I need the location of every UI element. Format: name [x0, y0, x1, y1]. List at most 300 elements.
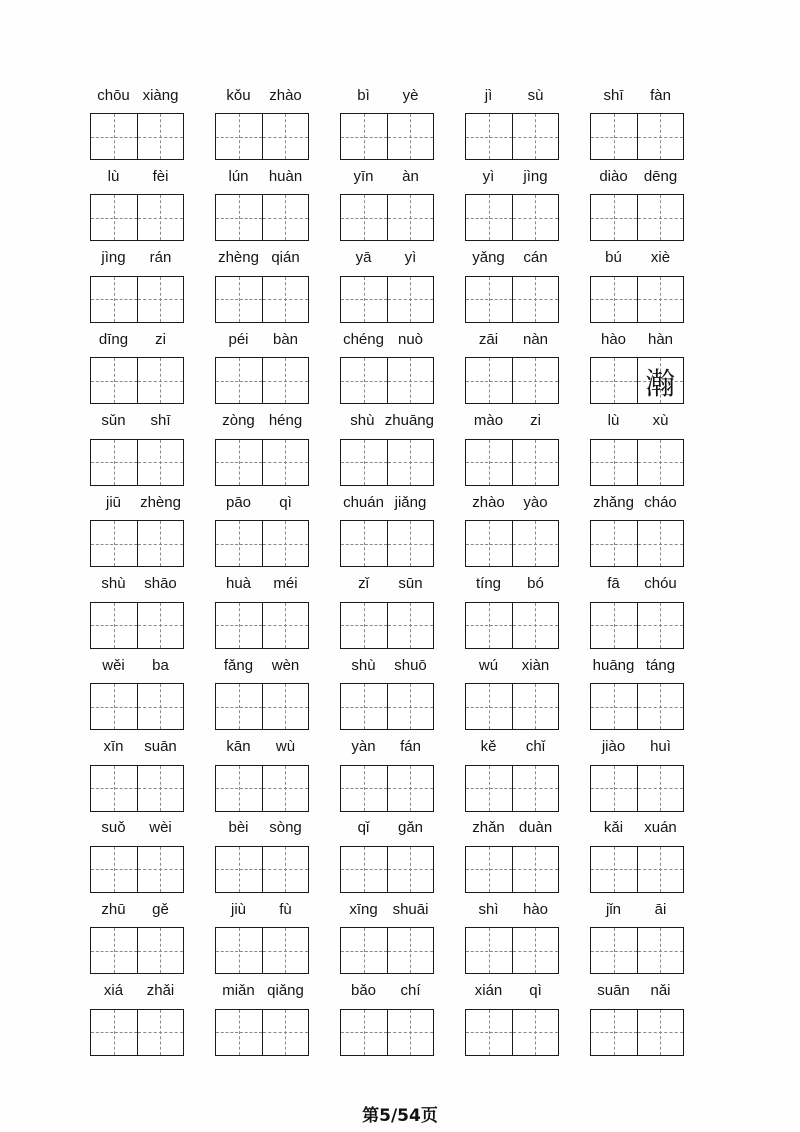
writing-square[interactable] — [387, 684, 434, 729]
pinyin-syllable: fàn — [650, 86, 671, 104]
writing-square[interactable] — [591, 521, 637, 566]
writing-square[interactable] — [512, 277, 559, 322]
writing-box — [90, 846, 184, 893]
pinyin-syllable: sūn — [398, 575, 423, 593]
word-item — [465, 979, 559, 1060]
pinyin-line — [590, 572, 684, 602]
pinyin-syllable: wèi — [149, 819, 172, 837]
pinyin-syllable: shī — [603, 86, 624, 104]
pinyin-syllable: héng — [268, 412, 303, 430]
writing-square[interactable] — [216, 440, 262, 485]
pinyin-syllable: shuō — [394, 656, 427, 674]
writing-square[interactable] — [91, 684, 137, 729]
pinyin-syllable: chéng — [343, 330, 384, 348]
pinyin-syllable: nǎi — [650, 982, 671, 1000]
worksheet-grid — [90, 83, 684, 1060]
pinyin-syllable: yīn — [353, 167, 374, 185]
pinyin-line — [340, 735, 434, 765]
writing-square[interactable] — [137, 195, 184, 240]
writing-square[interactable] — [137, 847, 184, 892]
word-item — [465, 816, 559, 897]
writing-square[interactable] — [387, 766, 434, 811]
word-item — [590, 653, 684, 734]
writing-square[interactable] — [512, 928, 559, 973]
written-character: 瀚 — [645, 366, 676, 402]
pinyin-syllable: huì — [650, 738, 671, 755]
pinyin-syllable: jìng — [101, 249, 126, 267]
pinyin-line — [590, 653, 684, 683]
writing-square[interactable] — [137, 440, 184, 485]
writing-square[interactable] — [216, 928, 262, 973]
pinyin-syllable: táng — [645, 656, 676, 674]
pinyin-syllable: suān — [597, 982, 630, 1000]
writing-square[interactable] — [91, 277, 137, 322]
pinyin-syllable: lù — [607, 412, 620, 430]
writing-square[interactable] — [91, 1010, 137, 1055]
writing-square[interactable] — [466, 440, 512, 485]
writing-square[interactable] — [591, 603, 637, 648]
pinyin-syllable: wěi — [102, 656, 125, 674]
pinyin-syllable: āi — [654, 900, 667, 918]
pinyin-syllable: cán — [523, 249, 548, 267]
pinyin-syllable: diào — [599, 167, 628, 185]
writing-square[interactable] — [262, 440, 309, 485]
pinyin-syllable: zhèng — [218, 249, 259, 267]
writing-square[interactable] — [512, 684, 559, 729]
writing-square[interactable] — [137, 114, 184, 159]
writing-square[interactable] — [262, 114, 309, 159]
word-item — [590, 897, 684, 978]
pinyin-syllable: qì — [529, 982, 542, 1000]
writing-box — [215, 683, 309, 730]
writing-square[interactable] — [262, 1010, 309, 1055]
writing-square[interactable] — [637, 114, 684, 159]
pinyin-syllable: jiū — [105, 493, 121, 511]
writing-box — [340, 765, 434, 812]
writing-square[interactable] — [637, 928, 684, 973]
word-item — [215, 979, 309, 1060]
pinyin-syllable: xiàng — [142, 86, 179, 104]
pinyin-line — [590, 327, 684, 357]
writing-square[interactable] — [591, 1010, 637, 1055]
writing-box — [465, 357, 559, 404]
pinyin-line — [465, 246, 559, 276]
writing-square[interactable] — [137, 603, 184, 648]
pinyin-syllable: xiè — [650, 249, 671, 267]
writing-square[interactable] — [216, 766, 262, 811]
writing-square[interactable] — [466, 521, 512, 566]
writing-square[interactable] — [387, 277, 434, 322]
writing-square[interactable] — [341, 847, 387, 892]
pinyin-syllable: sǔn — [101, 412, 126, 430]
writing-box — [340, 113, 434, 160]
writing-box — [590, 113, 684, 160]
writing-square[interactable] — [216, 195, 262, 240]
writing-box — [465, 520, 559, 567]
word-item — [340, 246, 434, 327]
writing-square[interactable] — [637, 521, 684, 566]
writing-square[interactable] — [262, 195, 309, 240]
writing-square[interactable] — [91, 521, 137, 566]
writing-square[interactable] — [262, 521, 309, 566]
pinyin-syllable: zhèng — [140, 493, 181, 511]
writing-square[interactable] — [216, 277, 262, 322]
pinyin-syllable: shuāi — [392, 900, 429, 918]
pinyin-syllable: duàn — [518, 819, 553, 837]
writing-box — [340, 194, 434, 241]
pinyin-syllable: huāng — [592, 656, 635, 674]
writing-box — [465, 765, 559, 812]
word-item — [340, 653, 434, 734]
word-item — [465, 164, 559, 245]
pinyin-syllable: yàn — [351, 738, 376, 755]
pinyin-line — [340, 490, 434, 520]
writing-square[interactable] — [637, 1010, 684, 1055]
writing-square[interactable] — [341, 521, 387, 566]
writing-square[interactable] — [262, 928, 309, 973]
writing-box — [90, 113, 184, 160]
pinyin-syllable: yào — [523, 493, 548, 511]
pinyin-syllable: qǐ — [357, 819, 370, 837]
word-item — [340, 897, 434, 978]
writing-square[interactable] — [591, 277, 637, 322]
pinyin-syllable: zhǎn — [472, 819, 505, 837]
word-item — [340, 327, 434, 408]
writing-square[interactable] — [637, 603, 684, 648]
writing-box — [465, 276, 559, 323]
writing-square[interactable] — [387, 603, 434, 648]
pinyin-syllable: zhū — [101, 900, 126, 918]
word-item — [215, 653, 309, 734]
word-item — [215, 490, 309, 571]
writing-square[interactable] — [591, 195, 637, 240]
pinyin-syllable: chóu — [644, 575, 677, 593]
pinyin-line — [215, 735, 309, 765]
pinyin-syllable: lù — [107, 167, 120, 185]
writing-square[interactable] — [466, 847, 512, 892]
writing-square[interactable] — [341, 603, 387, 648]
pinyin-line — [465, 83, 559, 113]
writing-box — [215, 520, 309, 567]
writing-square[interactable] — [466, 603, 512, 648]
pinyin-line — [465, 897, 559, 927]
pinyin-syllable: shù — [350, 412, 375, 430]
pinyin-line — [340, 246, 434, 276]
pinyin-line — [340, 816, 434, 846]
pinyin-syllable: mào — [473, 412, 504, 430]
writing-square[interactable] — [137, 277, 184, 322]
pinyin-line — [590, 246, 684, 276]
word-item — [590, 572, 684, 653]
writing-square[interactable] — [591, 440, 637, 485]
pinyin-line — [465, 327, 559, 357]
writing-square[interactable] — [466, 928, 512, 973]
writing-square[interactable] — [591, 114, 637, 159]
pinyin-syllable: wú — [478, 656, 499, 674]
writing-square[interactable] — [216, 521, 262, 566]
writing-square[interactable] — [466, 684, 512, 729]
pinyin-line — [465, 572, 559, 602]
writing-square[interactable] — [512, 358, 559, 403]
pinyin-line — [590, 979, 684, 1009]
writing-box — [215, 846, 309, 893]
pinyin-line — [215, 164, 309, 194]
pinyin-syllable: huàn — [268, 167, 303, 185]
pinyin-syllable: fù — [279, 900, 292, 918]
writing-square[interactable] — [216, 603, 262, 648]
pinyin-syllable: shāo — [144, 575, 177, 593]
pinyin-syllable: yì — [404, 249, 417, 267]
writing-square[interactable] — [591, 684, 637, 729]
word-item — [590, 409, 684, 490]
writing-square[interactable] — [591, 766, 637, 811]
writing-square[interactable] — [137, 1010, 184, 1055]
writing-square[interactable] — [637, 358, 684, 403]
writing-box — [90, 357, 184, 404]
pinyin-syllable: qián — [271, 249, 300, 267]
writing-square[interactable] — [137, 928, 184, 973]
writing-box — [90, 765, 184, 812]
writing-square[interactable] — [512, 1010, 559, 1055]
writing-square[interactable] — [91, 847, 137, 892]
writing-square[interactable] — [341, 358, 387, 403]
word-item — [215, 897, 309, 978]
writing-square[interactable] — [466, 766, 512, 811]
writing-box — [340, 602, 434, 649]
pinyin-syllable: bèi — [228, 819, 249, 837]
pinyin-line — [340, 83, 434, 113]
writing-square[interactable] — [637, 684, 684, 729]
writing-square[interactable] — [512, 847, 559, 892]
writing-square[interactable] — [466, 1010, 512, 1055]
pinyin-syllable: shù — [101, 575, 126, 593]
pinyin-syllable: méi — [273, 575, 298, 593]
word-item — [590, 490, 684, 571]
writing-box — [90, 927, 184, 974]
pinyin-syllable: sù — [527, 86, 544, 104]
writing-square[interactable] — [262, 847, 309, 892]
writing-box — [90, 1009, 184, 1056]
writing-square[interactable] — [91, 440, 137, 485]
writing-square[interactable] — [341, 766, 387, 811]
pinyin-syllable: wèn — [271, 656, 300, 674]
writing-square[interactable] — [512, 603, 559, 648]
pinyin-syllable: suǒ — [101, 819, 126, 837]
writing-box — [465, 927, 559, 974]
writing-square[interactable] — [387, 440, 434, 485]
pinyin-syllable: zi — [530, 412, 541, 430]
writing-square[interactable] — [387, 358, 434, 403]
pinyin-syllable: zhǎng — [593, 493, 634, 511]
pinyin-syllable: hào — [522, 900, 549, 918]
writing-square[interactable] — [466, 358, 512, 403]
writing-box — [590, 194, 684, 241]
pinyin-syllable: àn — [402, 167, 419, 185]
writing-box — [340, 927, 434, 974]
pinyin-line — [465, 653, 559, 683]
pinyin-syllable: tíng — [475, 575, 502, 593]
pinyin-line — [340, 164, 434, 194]
writing-box — [590, 439, 684, 486]
writing-square[interactable] — [262, 358, 309, 403]
writing-square[interactable] — [512, 440, 559, 485]
writing-square[interactable] — [512, 766, 559, 811]
writing-square[interactable] — [262, 766, 309, 811]
writing-box — [465, 602, 559, 649]
pinyin-line — [90, 409, 184, 439]
writing-square[interactable] — [91, 358, 137, 403]
pinyin-line — [90, 816, 184, 846]
pinyin-syllable: jiù — [230, 900, 246, 918]
pinyin-line — [215, 409, 309, 439]
word-item — [340, 164, 434, 245]
writing-box — [340, 1009, 434, 1056]
writing-square[interactable] — [387, 1010, 434, 1055]
pinyin-syllable: lún — [228, 167, 249, 185]
word-item — [340, 979, 434, 1060]
writing-square[interactable] — [591, 847, 637, 892]
writing-box — [340, 439, 434, 486]
word-item — [590, 83, 684, 164]
word-item — [590, 164, 684, 245]
writing-square[interactable] — [91, 114, 137, 159]
pinyin-syllable: fǎng — [223, 656, 254, 674]
pinyin-syllable: hàn — [647, 330, 674, 348]
writing-box — [340, 520, 434, 567]
writing-box — [215, 357, 309, 404]
writing-square[interactable] — [387, 521, 434, 566]
pinyin-syllable: zòng — [222, 412, 255, 430]
pinyin-line — [465, 164, 559, 194]
word-item — [340, 572, 434, 653]
writing-square[interactable] — [512, 521, 559, 566]
pinyin-syllable: qiǎng — [267, 982, 304, 1000]
writing-square[interactable] — [637, 195, 684, 240]
pinyin-line — [215, 897, 309, 927]
pinyin-syllable: xù — [652, 412, 669, 430]
word-item — [90, 164, 184, 245]
writing-square[interactable] — [137, 521, 184, 566]
writing-square[interactable] — [387, 195, 434, 240]
pinyin-syllable: sòng — [269, 819, 302, 837]
writing-box — [465, 194, 559, 241]
writing-square[interactable] — [91, 603, 137, 648]
word-item — [465, 409, 559, 490]
pinyin-line — [215, 572, 309, 602]
writing-square[interactable] — [341, 440, 387, 485]
pinyin-syllable: miǎn — [222, 982, 255, 1000]
pinyin-syllable: xiàn — [521, 656, 550, 674]
writing-square[interactable] — [466, 277, 512, 322]
pinyin-line — [590, 816, 684, 846]
word-item — [215, 83, 309, 164]
pinyin-line — [90, 164, 184, 194]
pinyin-syllable: gě — [152, 900, 169, 918]
pinyin-syllable: jiào — [601, 738, 626, 755]
writing-square[interactable] — [591, 358, 637, 403]
writing-square[interactable] — [216, 847, 262, 892]
writing-square[interactable] — [466, 195, 512, 240]
pinyin-line — [340, 897, 434, 927]
word-item — [590, 816, 684, 897]
writing-square[interactable] — [512, 114, 559, 159]
word-item — [465, 246, 559, 327]
writing-square[interactable] — [216, 114, 262, 159]
writing-square[interactable] — [216, 358, 262, 403]
pinyin-syllable: xiá — [103, 982, 124, 1000]
writing-square[interactable] — [341, 114, 387, 159]
writing-square[interactable] — [341, 195, 387, 240]
writing-square[interactable] — [387, 114, 434, 159]
writing-square[interactable] — [341, 684, 387, 729]
writing-square[interactable] — [216, 684, 262, 729]
writing-square[interactable] — [637, 847, 684, 892]
writing-square[interactable] — [216, 1010, 262, 1055]
pinyin-syllable: chǐ — [525, 738, 546, 755]
writing-square[interactable] — [466, 114, 512, 159]
writing-box — [215, 439, 309, 486]
writing-box — [215, 927, 309, 974]
writing-square[interactable] — [137, 358, 184, 403]
word-item — [465, 490, 559, 571]
writing-square[interactable] — [637, 277, 684, 322]
word-item — [590, 246, 684, 327]
writing-square[interactable] — [512, 195, 559, 240]
writing-square[interactable] — [637, 766, 684, 811]
writing-box — [590, 927, 684, 974]
writing-square[interactable] — [262, 684, 309, 729]
word-item — [465, 327, 559, 408]
writing-square[interactable] — [341, 928, 387, 973]
writing-box — [340, 683, 434, 730]
writing-box — [90, 683, 184, 730]
pinyin-syllable: bó — [527, 575, 544, 593]
pinyin-syllable: jǐn — [605, 900, 621, 918]
pinyin-syllable: rán — [149, 249, 172, 267]
writing-square[interactable] — [591, 928, 637, 973]
writing-square[interactable] — [91, 766, 137, 811]
writing-square[interactable] — [91, 928, 137, 973]
writing-square[interactable] — [341, 277, 387, 322]
pinyin-line — [590, 735, 684, 765]
writing-square[interactable] — [262, 277, 309, 322]
pinyin-line — [340, 979, 434, 1009]
pinyin-syllable: jìng — [523, 167, 548, 185]
writing-square[interactable] — [387, 928, 434, 973]
writing-box — [590, 1009, 684, 1056]
writing-square[interactable] — [137, 684, 184, 729]
word-item — [90, 572, 184, 653]
pinyin-syllable: jiǎng — [394, 493, 427, 511]
pinyin-line — [215, 653, 309, 683]
writing-square[interactable] — [387, 847, 434, 892]
pinyin-line — [90, 246, 184, 276]
pinyin-syllable: zhào — [472, 493, 505, 511]
pinyin-syllable: xián — [474, 982, 503, 1000]
writing-square[interactable] — [637, 440, 684, 485]
writing-square[interactable] — [137, 766, 184, 811]
pinyin-line — [90, 83, 184, 113]
writing-box — [465, 683, 559, 730]
writing-box — [340, 357, 434, 404]
word-item — [465, 653, 559, 734]
writing-square[interactable] — [91, 195, 137, 240]
writing-square[interactable] — [341, 1010, 387, 1055]
pinyin-syllable: bàn — [272, 330, 299, 348]
writing-square[interactable] — [262, 603, 309, 648]
pinyin-syllable: cháo — [644, 493, 677, 511]
word-item — [340, 83, 434, 164]
